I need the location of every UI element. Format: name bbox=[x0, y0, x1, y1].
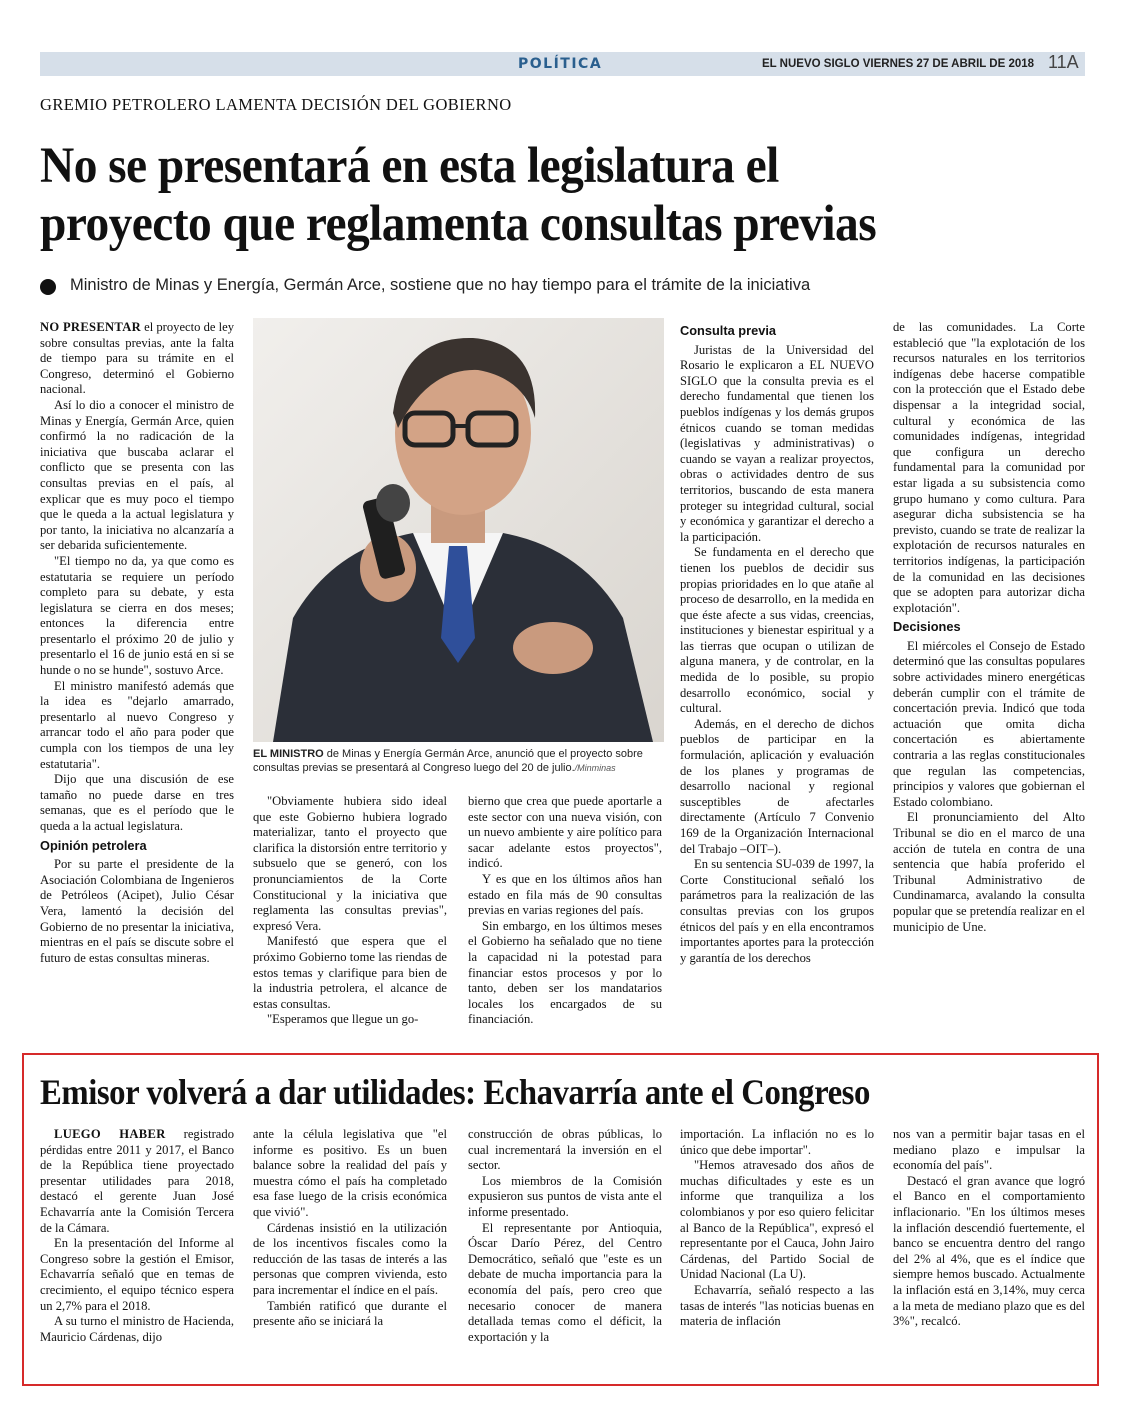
article-column-2 bbox=[253, 794, 447, 1034]
paragraph bbox=[40, 320, 234, 398]
brief-column-2 bbox=[253, 1127, 447, 1377]
brief-column-3 bbox=[468, 1127, 662, 1377]
paragraph: nos van a permitir bajar tasas en el mediano plazo e impulsar la economía del país". bbox=[893, 1127, 1085, 1173]
article-headline bbox=[40, 138, 1026, 253]
paragraph: El ministro manifestó además que la idea es "dejarlo amarrado, presentarlo al nuevo Congreso y arrancar todo el año para poder que cumpla con los tiempos de una ley estatutaria". bbox=[40, 678, 234, 771]
paragraph: ante la célula legislativa que "el informe es positivo. Es un buen balance sobre la realidad del país y muestra cómo el país ha completado esa fase luego de la crisis económica que vivió". bbox=[253, 1127, 447, 1219]
paragraph: Por su parte el presidente de la Asociación Colombiana de Ingenieros de Petróleos (Acipet), Julio César Vera, lamentó la decisión del Gobierno de no presentar la iniciativa, mientras en el país se discute sobre el futuro de estas consultas mineras. bbox=[40, 857, 234, 965]
paragraph: Manifestó que espera que el próximo Gobierno tome las riendas de estos temas y clarifique para bien de la industria petrolera, el alcance de estas consultas. bbox=[253, 934, 447, 1011]
paragraph: Juristas de la Universidad del Rosario le explicaron a EL NUEVO SIGLO que la consulta previa es el derecho fundamental que tienen los pueblos indígenas y los demás grupos étnicos cuando se toman medidas (legislativas y administrativas) o cuando se vayan a realizar proyectos, obras o actividades dentro de sus territorios, buscando de esta manera proteger su integridad cultural, social y económica y garantizar el derecho a la participación. bbox=[680, 342, 874, 544]
lead-caps: NO PRESENTAR bbox=[40, 320, 141, 334]
article-column-1 bbox=[40, 320, 234, 1040]
paragraph: bierno que crea que puede aportarle a este sector con una nueva visión, con un nuevo ambiente y aire político para sacar adelante estos proyectos", indicó. bbox=[468, 794, 662, 871]
paragraph: Cárdenas insistió en la utilización de los incentivos fiscales como la reducción de las tasas de interés a las personas que compren vivienda, esto para incrementar el índice en el país. bbox=[253, 1220, 447, 1297]
paragraph: "Obviamente hubiera sido ideal que este Gobierno hubiera logrado materializar, tanto el proyecto que clarifica la distorsión entre territorio y subsuelo que se generó, con los pronunciamientos de la Corte Constitucional y la iniciativa que reglamenta las consultas previas", expresó Vera. bbox=[253, 794, 447, 933]
paragraph: Dijo que una discusión de ese tamaño no puede darse en tres semanas, que es el período que le queda a la actual legislatura. bbox=[40, 772, 234, 833]
paragraph: A su turno el ministro de Hacienda, Mauricio Cárdenas, dijo bbox=[40, 1314, 234, 1344]
caption-text: de Minas y Energía Germán Arce, anunció que el proyecto sobre consultas previas se presentará al Congreso luego del 20 de julio. bbox=[253, 748, 643, 774]
paragraph bbox=[40, 1127, 234, 1236]
minister-photo bbox=[253, 318, 664, 742]
paragraph: "Hemos atravesado dos años de muchas dificultades y este es un informe que tranquiliza a los colombianos y por eso quiero felicitar al Banco de la República", expresó el representante por el Cauca, John Jairo Cárdenas, del Partido Social de Unidad Nacional (La U). bbox=[680, 1158, 874, 1282]
brief-column-5 bbox=[893, 1127, 1085, 1377]
paragraph: "El tiempo no da, ya que como es estatutaria se requiere un período completo para su debate, y esta legislatura se cierra en dos meses; entonces la diferencia entre presentarlo el próximo 20 de julio y presentarlo el 16 de junio está en si se hunde o no se hunde", sostuvo Arce. bbox=[40, 553, 234, 678]
paragraph: El representante por Antioquia, Óscar Darío Pérez, del Centro Democrático, señaló que "este es un debate de mucha importancia para la economía del país, pero creo que necesario conocer de manera detallada temas como el déficit, la exportación y la bbox=[468, 1220, 662, 1344]
article-column-4 bbox=[680, 320, 874, 1040]
paragraph: En la presentación del Informe al Congreso sobre la gestión el Emisor, Echavarría señaló que en temas de crecimiento, el equipo técnico espera un 2,7% para el 2018. bbox=[40, 1236, 234, 1313]
minister-photo-illustration bbox=[253, 318, 664, 742]
paragraph: Y es que en los últimos años han estado en fila más de 90 consultas previas en varias regiones del país. bbox=[468, 871, 662, 918]
article-subhead: Ministro de Minas y Energía, Germán Arce, sostiene que no hay tiempo para el trámite de la iniciativa bbox=[70, 276, 811, 294]
paragraph: Así lo dio a conocer el ministro de Minas y Energía, Germán Arce, quien confirmó la no radicación de la iniciativa que buscaba aclarar el conflicto que se presenta con las consultas previas en el país, al explicar que es muy poco el tiempo que le queda a la actual legislatura y por tanto, la iniciativa no alcanzaría a ser debarida suficientemente. bbox=[40, 397, 234, 553]
paragraph: Destacó el gran avance que logró el Banco en el comportamiento inflacionario. "En los últimos meses la inflación descendió fuertemente, el banco se encuentra dentro del rango del 2% al 4%, que es el índice que siempre hemos buscado. Actualmente la inflación está en 3,14%, muy cerca a la meta de mediano plazo que es del 3%", recalcó. bbox=[893, 1173, 1085, 1329]
lead-text: registrado pérdidas entre 2011 y 2017, el Banco de la República tiene proyectado presentar utilidades para 2018, destacó el gerente Juan José Echavarría ante la Comisión Tercera de la Cámara. bbox=[40, 1127, 234, 1235]
subheading-opinion: Opinión petrolera bbox=[40, 837, 147, 853]
subheading-decisiones: Decisiones bbox=[893, 619, 961, 635]
paragraph: En su sentencia SU-039 de 1997, la Corte Constitucional señaló los parámetros para la realización de las consultas previas con los grupos étnicos del país y en ella encontramos importantes aportes para la protección y garantía de los derechos bbox=[680, 857, 874, 965]
paragraph: de las comunidades. La Corte estableció que "la explotación de los recursos naturales en los territorios indígenas debe hacerse compatible con la protección que el Estado debe dispensar a la integridad social, cultural y económica de las comunidades indígenas, integridad que configura un derecho fundamental para la comunidad por estar ligada a su subsistencia como grupo humano y como cultura. Para asegurar dicha subsistencia se ha previsto, cuando se trate de realizar la explotación de recursos naturales en territorios indígenas, la participación de la comunidad en las decisiones que se adopten para autorizar dicha explotación". bbox=[893, 320, 1085, 615]
paragraph: "Esperamos que llegue un go- bbox=[267, 1012, 419, 1027]
paragraph: El pronunciamiento del Alto Tribunal se dio en el marco de una acción de tutela en contra de una sentencia que había proferido el Tribunal Administrativo de Cundinamarca, avalando la consulta popular que se pretendía realizar en el municipio de Une. bbox=[893, 810, 1085, 934]
bullet-dot-icon bbox=[40, 279, 56, 295]
article-column-3 bbox=[468, 794, 662, 1034]
paragraph: Sin embargo, en los últimos meses el Gobierno ha señalado que no tiene la capacidad ni la potestad para financiar estos procesos y por lo tanto, deben ser los mandatarios locales los encargados de su financiación. bbox=[468, 918, 662, 1027]
photo-caption bbox=[253, 747, 664, 775]
paragraph: El miércoles el Consejo de Estado determinó que las consultas populares sobre actividades minero energéticas deberán cumplir con el trámite de concertación previa. Indicó que toda actuación que omita dicha concertación es abiertamente contraria a las reglas constitucionales que regulan las competencias, principios y valores que gobiernan el Estado colombiano. bbox=[893, 638, 1085, 809]
subheading-consulta: Consulta previa bbox=[680, 323, 777, 338]
page-number: 11A bbox=[1048, 52, 1079, 72]
paragraph: Se fundamenta en el derecho que tienen los pueblos de decidir sus propias prioridades en lo que atañe al proceso de desarrollo, en la medida en que éste afecte a sus vidas, creencias, instituciones y bienestar espiritual y a las tierras que ocupan o utilizan de alguna manera, y de controlar, en la medida de lo posible, su propio desarrollo económico, social y cultural. bbox=[680, 545, 874, 716]
brief-column-4 bbox=[680, 1127, 874, 1377]
paragraph: Los miembros de la Comisión expusieron sus puntos de vista ante el informe presentado. bbox=[468, 1173, 662, 1219]
paragraph: También ratificó que durante el presente año se iniciará la bbox=[253, 1298, 447, 1329]
paragraph: importación. La inflación no es lo único que debe importar". bbox=[680, 1127, 874, 1157]
lead-text: el proyecto de ley sobre consultas previas, ante la falta de tiempo para su trámite en el Congreso, determinó el Gobierno nacional. bbox=[40, 320, 234, 397]
paragraph: Echavarría, señaló respecto a las tasas de interés "las noticias buenas en materia de inflación bbox=[680, 1282, 874, 1329]
brief-headline: Emisor volverá a dar utilidades: Echavarría ante el Congreso bbox=[40, 1072, 870, 1112]
article-kicker: GREMIO PETROLERO LAMENTA DECISIÓN DEL GOBIERNO bbox=[40, 95, 512, 114]
headline-line-1: No se presentará en esta legislatura el bbox=[40, 138, 779, 194]
article-column-5 bbox=[893, 320, 1085, 1040]
lead-caps: LUEGO HABER bbox=[54, 1127, 166, 1141]
newspaper-date: EL NUEVO SIGLO VIERNES 27 DE ABRIL DE 2018 bbox=[762, 58, 1035, 70]
brief-column-1 bbox=[40, 1127, 234, 1377]
paragraph: construcción de obras públicas, lo cual incrementará la inversión en el sector. bbox=[468, 1127, 662, 1173]
headline-line-2: proyecto que reglamenta consultas previas bbox=[40, 195, 877, 252]
photo-credit: /Minminas bbox=[574, 763, 616, 773]
paragraph: Además, en el derecho de dichos pueblos de participar en la formulación, aplicación y evaluación de los planes y programas de desarrollo nacional y regional susceptibles de afectarles directamente (Artículo 7 Convenio 169 de la Organización Internacional del Trabajo –OIT–). bbox=[680, 716, 874, 856]
caption-lead: EL MINISTRO bbox=[253, 748, 324, 760]
section-name: POLÍTICA bbox=[518, 56, 603, 72]
